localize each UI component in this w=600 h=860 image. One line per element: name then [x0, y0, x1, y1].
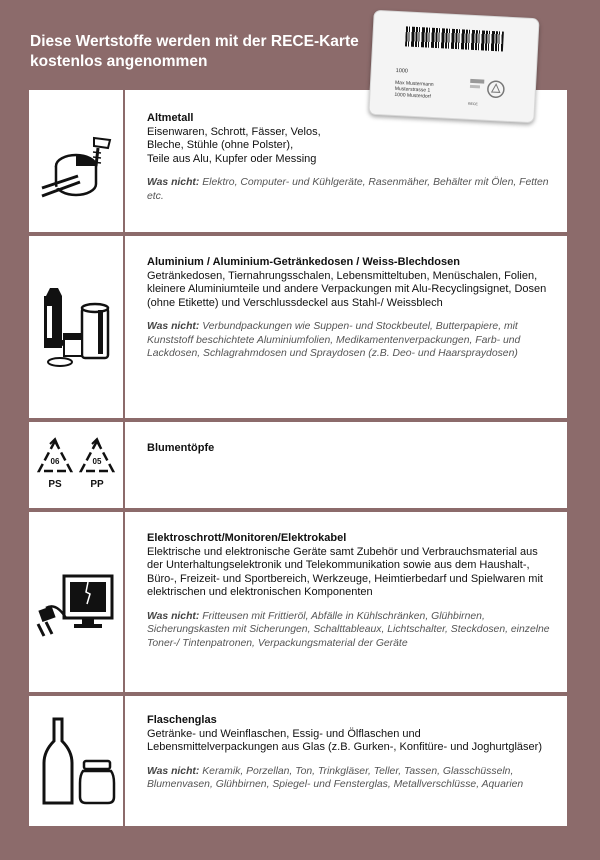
- aluminium-cans-icon: [38, 282, 114, 372]
- rece-card: [368, 10, 539, 124]
- column-divider: [123, 422, 125, 508]
- row-title: Altmetall: [147, 112, 194, 124]
- glass-bottle-icon: [36, 715, 116, 807]
- row-description: Elektrische und elektronische Geräte samt Zubehör und Verbrauchsmaterial aus der Unterhaltungselektronik und Telekommunikation sowie aus dem Haushalt-, Büro-, Freizeit- und Sportbereich, Werkzeuge, Heimtierbedarf und Spielwaren mit elektrischen und elektronischen Komponenten: [147, 545, 543, 598]
- exclusions: [147, 176, 552, 203]
- plastic-recycling-icon: [33, 435, 119, 495]
- column-divider: [123, 512, 125, 692]
- row-icon-cell: [29, 236, 123, 418]
- metal-scrap-icon: [38, 118, 114, 204]
- table-row: [29, 236, 567, 418]
- column-divider: [123, 236, 125, 418]
- exclusions-label: Was nicht:: [147, 177, 200, 188]
- exclusions-label: Was nicht:: [147, 765, 200, 777]
- table-row: [29, 512, 567, 692]
- card-address-line: Musterstrasse 1: [394, 85, 431, 94]
- row-description-line: Teile aus Alu, Kupfer oder Messing: [147, 152, 317, 165]
- row-text: [147, 532, 552, 650]
- row-title: Blumentöpfe: [147, 442, 215, 454]
- plastic-code-label: PS: [48, 479, 62, 490]
- row-title: Flaschenglas: [147, 714, 217, 726]
- materials-table: [29, 90, 567, 826]
- row-icon-cell: [29, 90, 123, 232]
- card-logo-text: RECE: [467, 101, 478, 107]
- row-title: Aluminium / Aluminium-Getränkedosen / Weiss-Blechdosen: [147, 256, 460, 268]
- exclusions: [147, 610, 552, 651]
- plastic-code-number: 06: [50, 457, 60, 466]
- electronics-icon: [36, 562, 116, 642]
- row-description: Getränke- und Weinflaschen, Essig- und Ölflaschen und Lebensmittelverpackungen aus Glas (z.B. Gurken-, Konfitüre- und Joghurtgläser): [147, 727, 542, 753]
- plastic-code-label: PP: [90, 479, 104, 490]
- exclusions: [147, 765, 552, 792]
- exclusions-text: Verbundpackungen wie Suppen- und Stockbeutel, Butterpapiere, mit Kunststoff beschichtete Aluminiumfolien, Medikamentenverpackungen, Farb- und Lackdosen, Schlagrahmdosen und Spraydosen (z.B. Deo- und Haarspraydosen): [147, 321, 521, 359]
- recycle-triangle-icon: [81, 439, 113, 471]
- exclusions-label: Was nicht:: [147, 321, 200, 332]
- row-icon-cell: [29, 422, 123, 508]
- page-title: Diese Wertstoffe werden mit der RECE-Karte kostenlos angenommen: [30, 33, 359, 70]
- row-icon-cell: [29, 696, 123, 826]
- exclusions: [147, 320, 552, 361]
- recycle-triangle-icon: [39, 439, 71, 471]
- table-row: [29, 696, 567, 826]
- row-icon-cell: [29, 512, 123, 692]
- row-text: [147, 442, 552, 456]
- card-address: [394, 80, 434, 100]
- exclusions-text: Elektro, Computer- und Kühlgeräte, Rasenmäher, Behälter mit Ölen, Fetten etc.: [147, 177, 549, 202]
- column-divider: [123, 696, 125, 826]
- exclusions-text: Keramik, Porzellan, Ton, Trinkgläser, Teller, Tassen, Glasschüsseln, Blumenvasen, Glühbirnen, Spiegel- und Fensterglas, Metallverschlüsse, Aquarien: [147, 765, 524, 790]
- row-title: Elektroschrott/Monitoren/Elektrokabel: [147, 532, 347, 544]
- card-number: 1000: [395, 67, 409, 75]
- row-description-line: Eisenwaren, Schrott, Fässer, Velos,: [147, 125, 321, 138]
- exclusions-label: Was nicht:: [147, 610, 200, 622]
- row-text: [147, 256, 552, 361]
- card-address-line: 1000 Musterdorf: [394, 91, 431, 100]
- plastic-code-number: 05: [92, 457, 102, 466]
- card-address-line: Max Mustermann: [394, 79, 434, 88]
- row-description-line: Bleche, Stühle (ohne Polster),: [147, 139, 294, 151]
- row-text: [147, 112, 552, 203]
- barcode: [405, 26, 504, 51]
- row-description: Getränkedosen, Tiernahrungsschalen, Lebensmitteltuben, Menüschalen, Folien, kleinere Aluminiumteile und andere Verpackungen mit Alu-Recyclingsignet, Dosen (ohne Etikette) und Verschlussdeckel aus Stahl-/ Weissblech: [147, 269, 547, 309]
- row-text: [147, 714, 552, 792]
- exclusions-text: Fritteusen mit Frittieröl, Abfälle in Kühlschränken, Glühbirnen, Sicherungskasten mit Sicherungen, Schalttableaux, Lichtschalter, Steckdosen, einzelne Toner-/ Tintenpatronen, Verpackungsmaterial der Geräte: [147, 610, 550, 649]
- table-row: [29, 422, 567, 508]
- column-divider: [123, 90, 125, 232]
- recycle-icon: [468, 76, 507, 102]
